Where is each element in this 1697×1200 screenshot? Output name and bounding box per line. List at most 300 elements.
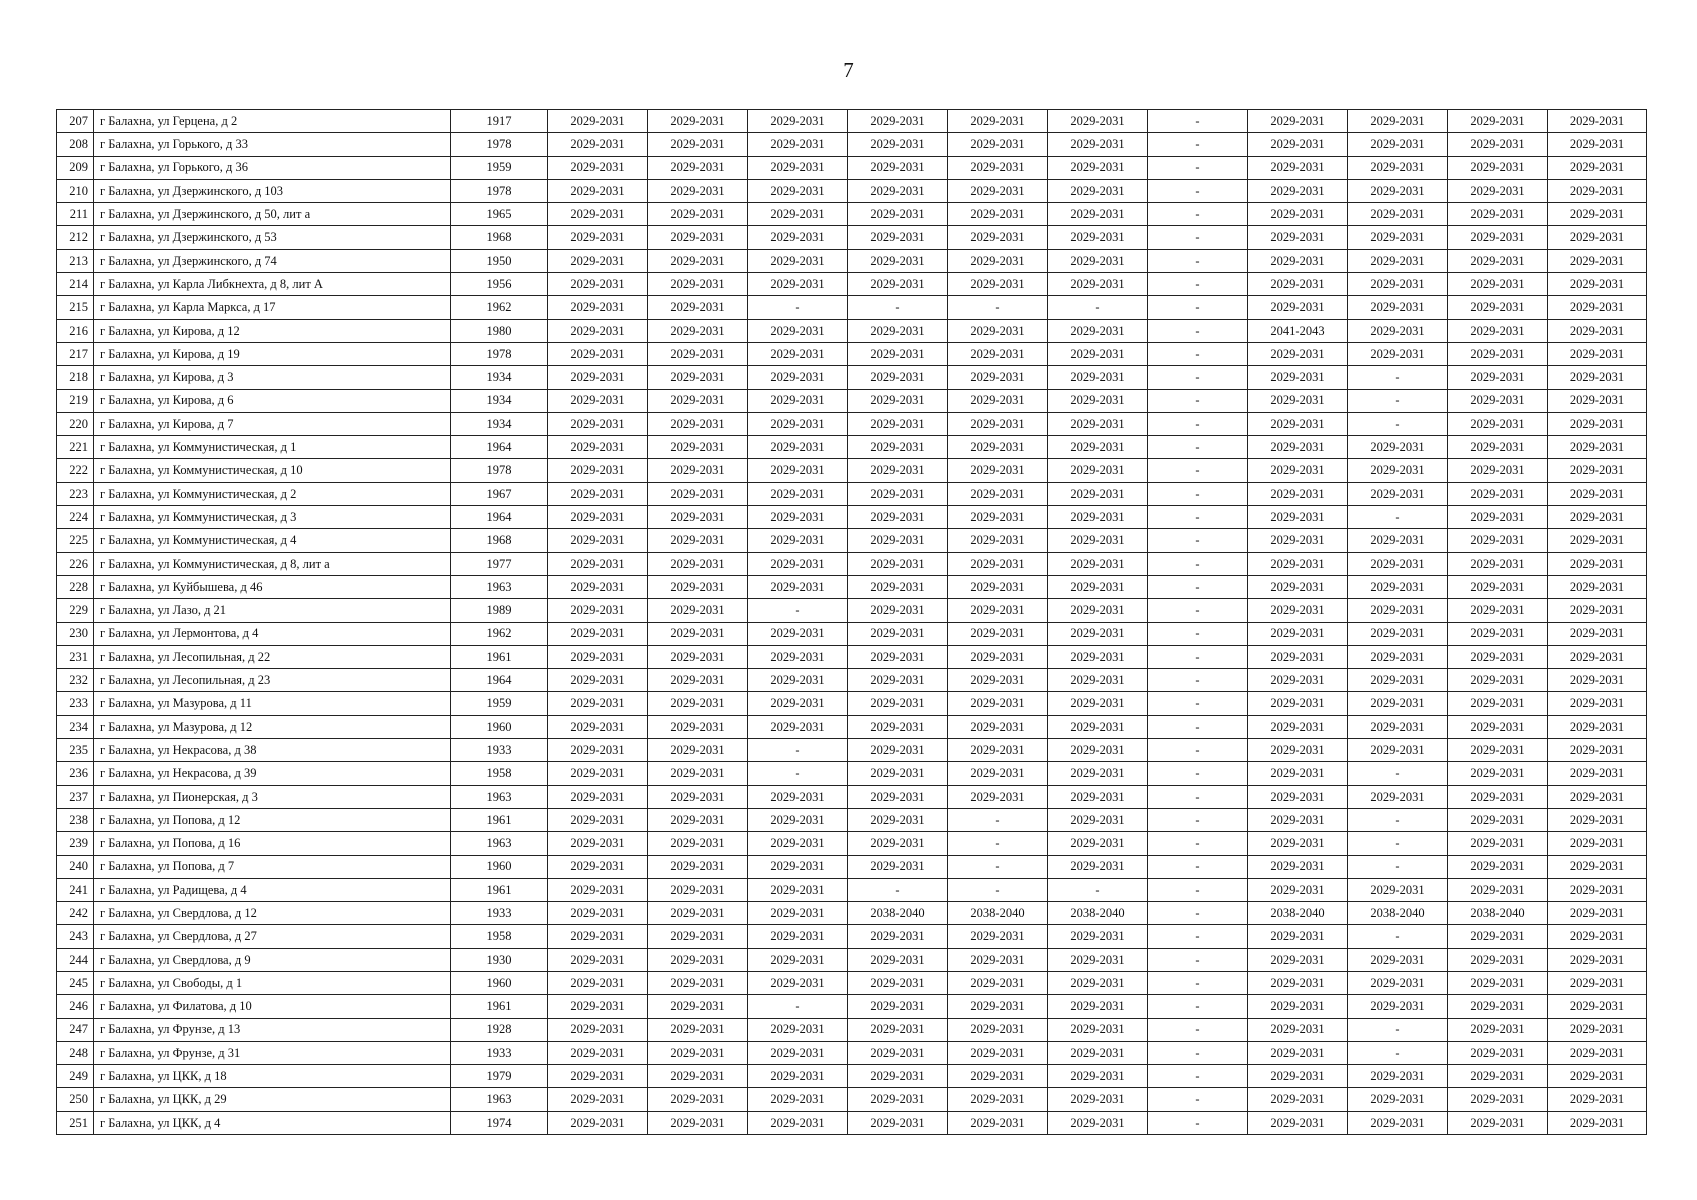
repair-period-cell: 2029-2031 <box>1248 1041 1348 1064</box>
repair-period-cell: 2029-2031 <box>948 436 1048 459</box>
repair-period-cell: 2029-2031 <box>1248 482 1348 505</box>
repair-period-cell: 2029-2031 <box>848 1111 948 1134</box>
repair-period-cell: - <box>1148 925 1248 948</box>
row-number-cell: 223 <box>57 482 94 505</box>
table-row <box>57 995 1647 1018</box>
repair-period-cell: 2029-2031 <box>948 156 1048 179</box>
repair-period-cell: 2029-2031 <box>748 1065 848 1088</box>
repair-period-cell: 2029-2031 <box>948 645 1048 668</box>
repair-period-cell: 2029-2031 <box>848 366 948 389</box>
repair-period-cell: 2029-2031 <box>1448 948 1548 971</box>
repair-period-cell: 2029-2031 <box>648 179 748 202</box>
repair-period-cell: - <box>848 878 948 901</box>
repair-period-cell: 2029-2031 <box>1348 110 1448 133</box>
year-built-cell: 1956 <box>451 273 548 296</box>
year-built-cell: 1959 <box>451 692 548 715</box>
address-cell: г Балахна, ул Коммунистическая, д 3 <box>94 506 451 529</box>
repair-period-cell: 2029-2031 <box>1248 948 1348 971</box>
address-cell: г Балахна, ул Фрунзе, д 13 <box>94 1018 451 1041</box>
repair-period-cell: 2041-2043 <box>1248 319 1348 342</box>
repair-period-cell: - <box>1348 832 1448 855</box>
row-number-cell: 221 <box>57 436 94 459</box>
repair-period-cell: 2029-2031 <box>1548 249 1647 272</box>
repair-period-cell: 2029-2031 <box>548 622 648 645</box>
repair-period-cell: 2029-2031 <box>1448 179 1548 202</box>
repair-period-cell: 2029-2031 <box>548 995 648 1018</box>
repair-period-cell: 2029-2031 <box>648 808 748 831</box>
repair-period-cell: 2029-2031 <box>548 156 648 179</box>
repair-period-cell: 2029-2031 <box>1248 599 1348 622</box>
address-cell: г Балахна, ул ЦКК, д 4 <box>94 1111 451 1134</box>
repair-period-cell: 2029-2031 <box>648 692 748 715</box>
repair-period-cell: 2029-2031 <box>1248 552 1348 575</box>
row-number-cell: 219 <box>57 389 94 412</box>
row-number-cell: 231 <box>57 645 94 668</box>
repair-period-cell: 2029-2031 <box>1448 995 1548 1018</box>
repair-period-cell: - <box>1148 1041 1248 1064</box>
repair-period-cell: 2038-2040 <box>1048 902 1148 925</box>
repair-period-cell: 2029-2031 <box>1448 249 1548 272</box>
repair-period-cell: 2029-2031 <box>1048 622 1148 645</box>
page-number: 7 <box>843 58 854 82</box>
repair-period-cell: 2029-2031 <box>548 599 648 622</box>
repair-period-cell: - <box>1348 925 1448 948</box>
address-cell: г Балахна, ул Мазурова, д 11 <box>94 692 451 715</box>
repair-period-cell: 2029-2031 <box>748 412 848 435</box>
row-number-cell: 226 <box>57 552 94 575</box>
repair-period-cell: 2029-2031 <box>1248 971 1348 994</box>
table-row <box>57 552 1647 575</box>
repair-period-cell: 2029-2031 <box>1448 273 1548 296</box>
repair-period-cell: 2029-2031 <box>1048 1041 1148 1064</box>
repair-period-cell: 2029-2031 <box>848 762 948 785</box>
address-cell: г Балахна, ул Филатова, д 10 <box>94 995 451 1018</box>
repair-period-cell: 2029-2031 <box>748 273 848 296</box>
row-number-cell: 213 <box>57 249 94 272</box>
repair-period-cell: 2029-2031 <box>948 948 1048 971</box>
repair-period-cell: - <box>948 878 1048 901</box>
repair-period-cell: 2029-2031 <box>948 529 1048 552</box>
repair-period-cell: 2029-2031 <box>648 273 748 296</box>
row-number-cell: 249 <box>57 1065 94 1088</box>
repair-period-cell: 2029-2031 <box>948 715 1048 738</box>
year-built-cell: 1964 <box>451 506 548 529</box>
table-row <box>57 1018 1647 1041</box>
repair-period-cell: 2038-2040 <box>948 902 1048 925</box>
repair-period-cell: 2029-2031 <box>1248 389 1348 412</box>
repair-period-cell: 2029-2031 <box>1048 203 1148 226</box>
repair-period-cell: 2029-2031 <box>748 692 848 715</box>
repair-period-cell: 2029-2031 <box>848 599 948 622</box>
repair-period-cell: 2029-2031 <box>848 855 948 878</box>
repair-period-cell: 2029-2031 <box>848 529 948 552</box>
repair-period-cell: - <box>1148 599 1248 622</box>
repair-period-cell: 2029-2031 <box>1548 971 1647 994</box>
repair-period-cell: 2029-2031 <box>1048 948 1148 971</box>
repair-period-cell: 2029-2031 <box>948 622 1048 645</box>
repair-period-cell: 2029-2031 <box>1448 133 1548 156</box>
row-number-cell: 242 <box>57 902 94 925</box>
repair-period-cell: 2029-2031 <box>548 902 648 925</box>
repair-period-cell: 2029-2031 <box>1048 925 1148 948</box>
repair-period-cell: 2029-2031 <box>548 692 648 715</box>
repair-period-cell: 2029-2031 <box>1248 459 1348 482</box>
address-cell: г Балахна, ул Попова, д 16 <box>94 832 451 855</box>
repair-period-cell: - <box>1148 506 1248 529</box>
repair-period-cell: - <box>1048 296 1148 319</box>
address-cell: г Балахна, ул Коммунистическая, д 4 <box>94 529 451 552</box>
repair-period-cell: 2029-2031 <box>1048 995 1148 1018</box>
repair-period-cell: - <box>1148 1111 1248 1134</box>
repair-period-cell: 2029-2031 <box>1348 156 1448 179</box>
repair-period-cell: 2029-2031 <box>748 1018 848 1041</box>
repair-period-cell: - <box>1148 133 1248 156</box>
repair-period-cell: 2029-2031 <box>748 645 848 668</box>
repair-period-cell: 2029-2031 <box>1048 249 1148 272</box>
repair-period-cell: 2029-2031 <box>1548 995 1647 1018</box>
repair-period-cell: 2029-2031 <box>1548 669 1647 692</box>
repair-period-cell: 2029-2031 <box>1248 1018 1348 1041</box>
repair-period-cell: 2029-2031 <box>948 459 1048 482</box>
table-row <box>57 692 1647 715</box>
repair-period-cell: 2029-2031 <box>648 412 748 435</box>
repair-period-cell: 2029-2031 <box>648 552 748 575</box>
table-row <box>57 296 1647 319</box>
repair-period-cell: 2029-2031 <box>1348 622 1448 645</box>
repair-period-cell: 2029-2031 <box>1248 622 1348 645</box>
repair-period-cell: 2029-2031 <box>548 575 648 598</box>
repair-period-cell: 2029-2031 <box>948 249 1048 272</box>
year-built-cell: 1933 <box>451 902 548 925</box>
repair-period-cell: 2029-2031 <box>648 599 748 622</box>
repair-period-cell: 2029-2031 <box>948 669 1048 692</box>
repair-period-cell: 2029-2031 <box>1548 389 1647 412</box>
table-row <box>57 971 1647 994</box>
table-row <box>57 319 1647 342</box>
repair-period-cell: 2029-2031 <box>1048 669 1148 692</box>
repair-period-cell: 2029-2031 <box>648 622 748 645</box>
year-built-cell: 1980 <box>451 319 548 342</box>
repair-period-cell: 2029-2031 <box>1048 552 1148 575</box>
repair-period-cell: 2029-2031 <box>1448 506 1548 529</box>
repair-period-cell: 2029-2031 <box>1248 925 1348 948</box>
repair-period-cell: 2029-2031 <box>848 692 948 715</box>
repair-period-cell: 2029-2031 <box>948 692 1048 715</box>
address-cell: г Балахна, ул Карла Маркса, д 17 <box>94 296 451 319</box>
repair-period-cell: - <box>1148 342 1248 365</box>
repair-period-cell: 2029-2031 <box>748 459 848 482</box>
year-built-cell: 1960 <box>451 971 548 994</box>
repair-period-cell: 2029-2031 <box>848 948 948 971</box>
table-row <box>57 925 1647 948</box>
year-built-cell: 1928 <box>451 1018 548 1041</box>
repair-period-cell: 2029-2031 <box>1548 529 1647 552</box>
repair-period-cell: 2029-2031 <box>548 412 648 435</box>
row-number-cell: 230 <box>57 622 94 645</box>
repair-period-cell: 2029-2031 <box>748 133 848 156</box>
repair-period-cell: 2029-2031 <box>1248 226 1348 249</box>
repair-period-cell: - <box>948 832 1048 855</box>
housing-repair-schedule-table <box>56 109 1647 1135</box>
repair-period-cell: 2029-2031 <box>1048 575 1148 598</box>
repair-period-cell: 2029-2031 <box>1348 785 1448 808</box>
repair-period-cell: - <box>1348 506 1448 529</box>
year-built-cell: 1960 <box>451 715 548 738</box>
repair-period-cell: 2029-2031 <box>1248 1111 1348 1134</box>
repair-period-cell: 2029-2031 <box>1248 273 1348 296</box>
year-built-cell: 1933 <box>451 739 548 762</box>
repair-period-cell: 2029-2031 <box>548 832 648 855</box>
repair-period-cell: 2029-2031 <box>848 482 948 505</box>
year-built-cell: 1961 <box>451 995 548 1018</box>
repair-period-cell: 2029-2031 <box>648 669 748 692</box>
repair-period-cell: 2029-2031 <box>1248 669 1348 692</box>
repair-period-cell: - <box>1148 296 1248 319</box>
repair-period-cell: 2029-2031 <box>1548 366 1647 389</box>
repair-period-cell: 2029-2031 <box>1348 669 1448 692</box>
repair-period-cell: 2029-2031 <box>648 319 748 342</box>
repair-period-cell: 2029-2031 <box>1248 412 1348 435</box>
repair-period-cell: 2029-2031 <box>1048 342 1148 365</box>
address-cell: г Балахна, ул Дзержинского, д 53 <box>94 226 451 249</box>
repair-period-cell: 2029-2031 <box>1048 226 1148 249</box>
address-cell: г Балахна, ул Фрунзе, д 31 <box>94 1041 451 1064</box>
table-row <box>57 599 1647 622</box>
address-cell: г Балахна, ул Кирова, д 3 <box>94 366 451 389</box>
repair-period-cell: 2029-2031 <box>948 575 1048 598</box>
address-cell: г Балахна, ул Горького, д 36 <box>94 156 451 179</box>
repair-period-cell: 2029-2031 <box>748 529 848 552</box>
repair-period-cell: - <box>1348 808 1448 831</box>
address-cell: г Балахна, ул Горького, д 33 <box>94 133 451 156</box>
repair-period-cell: 2029-2031 <box>1348 575 1448 598</box>
repair-period-cell: - <box>1348 1041 1448 1064</box>
repair-period-cell: - <box>1148 249 1248 272</box>
repair-period-cell: 2029-2031 <box>648 832 748 855</box>
repair-period-cell: 2029-2031 <box>748 226 848 249</box>
repair-period-cell: 2029-2031 <box>1248 342 1348 365</box>
repair-period-cell: 2029-2031 <box>548 971 648 994</box>
repair-period-cell: 2029-2031 <box>748 506 848 529</box>
row-number-cell: 214 <box>57 273 94 296</box>
repair-period-cell: - <box>1148 808 1248 831</box>
row-number-cell: 239 <box>57 832 94 855</box>
repair-period-cell: 2029-2031 <box>1248 808 1348 831</box>
repair-period-cell: 2029-2031 <box>648 995 748 1018</box>
repair-period-cell: 2029-2031 <box>1348 203 1448 226</box>
row-number-cell: 233 <box>57 692 94 715</box>
repair-period-cell: 2029-2031 <box>848 622 948 645</box>
repair-period-cell: 2029-2031 <box>848 995 948 1018</box>
table-row <box>57 808 1647 831</box>
repair-period-cell: 2029-2031 <box>948 1018 1048 1041</box>
repair-period-cell: - <box>748 739 848 762</box>
repair-period-cell: 2029-2031 <box>1548 179 1647 202</box>
repair-period-cell: 2029-2031 <box>648 296 748 319</box>
repair-period-cell: 2029-2031 <box>648 855 748 878</box>
year-built-cell: 1958 <box>451 925 548 948</box>
year-built-cell: 1989 <box>451 599 548 622</box>
table-row <box>57 203 1647 226</box>
row-number-cell: 222 <box>57 459 94 482</box>
repair-period-cell: 2029-2031 <box>1448 808 1548 831</box>
repair-period-cell: 2029-2031 <box>948 1065 1048 1088</box>
repair-period-cell: 2029-2031 <box>1448 1018 1548 1041</box>
row-number-cell: 209 <box>57 156 94 179</box>
repair-period-cell: 2029-2031 <box>848 319 948 342</box>
repair-period-cell: 2029-2031 <box>848 552 948 575</box>
table-row <box>57 179 1647 202</box>
repair-period-cell: 2029-2031 <box>1448 1065 1548 1088</box>
repair-period-cell: 2029-2031 <box>748 902 848 925</box>
repair-period-cell: - <box>1148 1088 1248 1111</box>
repair-period-cell: 2029-2031 <box>648 1041 748 1064</box>
repair-period-cell: 2029-2031 <box>1248 832 1348 855</box>
repair-period-cell: 2029-2031 <box>948 762 1048 785</box>
repair-period-cell: 2029-2031 <box>1348 739 1448 762</box>
repair-period-cell: 2029-2031 <box>1248 739 1348 762</box>
repair-period-cell: 2029-2031 <box>548 808 648 831</box>
repair-period-cell: 2029-2031 <box>748 878 848 901</box>
row-number-cell: 217 <box>57 342 94 365</box>
year-built-cell: 1978 <box>451 133 548 156</box>
year-built-cell: 1962 <box>451 296 548 319</box>
repair-period-cell: 2029-2031 <box>1248 575 1348 598</box>
table-row <box>57 832 1647 855</box>
repair-period-cell: 2029-2031 <box>548 249 648 272</box>
repair-period-cell: 2029-2031 <box>1448 669 1548 692</box>
repair-period-cell: - <box>1148 1018 1248 1041</box>
repair-period-cell: 2029-2031 <box>548 948 648 971</box>
repair-period-cell: 2029-2031 <box>1548 832 1647 855</box>
repair-period-cell: 2029-2031 <box>1548 855 1647 878</box>
row-number-cell: 244 <box>57 948 94 971</box>
repair-period-cell: 2029-2031 <box>948 1111 1048 1134</box>
row-number-cell: 238 <box>57 808 94 831</box>
repair-period-cell: 2029-2031 <box>1548 342 1647 365</box>
repair-period-cell: 2029-2031 <box>948 273 1048 296</box>
repair-period-cell: 2029-2031 <box>1448 739 1548 762</box>
repair-period-cell: 2029-2031 <box>648 739 748 762</box>
repair-period-cell: 2029-2031 <box>1448 925 1548 948</box>
repair-period-cell: - <box>1148 785 1248 808</box>
repair-period-cell: 2029-2031 <box>548 342 648 365</box>
repair-period-cell: 2029-2031 <box>1248 203 1348 226</box>
table-body <box>57 110 1647 1135</box>
year-built-cell: 1978 <box>451 179 548 202</box>
repair-period-cell: - <box>1348 366 1448 389</box>
repair-period-cell: 2029-2031 <box>748 366 848 389</box>
repair-period-cell: 2029-2031 <box>948 739 1048 762</box>
address-cell: г Балахна, ул ЦКК, д 29 <box>94 1088 451 1111</box>
repair-period-cell: 2029-2031 <box>1548 156 1647 179</box>
repair-period-cell: - <box>1148 226 1248 249</box>
year-built-cell: 1964 <box>451 669 548 692</box>
repair-period-cell: - <box>948 296 1048 319</box>
year-built-cell: 1964 <box>451 436 548 459</box>
repair-period-cell: 2029-2031 <box>1448 319 1548 342</box>
repair-period-cell: 2029-2031 <box>1048 832 1148 855</box>
table-row <box>57 226 1647 249</box>
address-cell: г Балахна, ул Коммунистическая, д 2 <box>94 482 451 505</box>
repair-period-cell: - <box>1148 319 1248 342</box>
repair-period-cell: - <box>1148 203 1248 226</box>
row-number-cell: 243 <box>57 925 94 948</box>
row-number-cell: 215 <box>57 296 94 319</box>
repair-period-cell: 2029-2031 <box>1548 552 1647 575</box>
repair-period-cell: - <box>1148 855 1248 878</box>
repair-period-cell: - <box>1148 459 1248 482</box>
repair-period-cell: 2029-2031 <box>1448 785 1548 808</box>
repair-period-cell: 2029-2031 <box>848 785 948 808</box>
row-number-cell: 241 <box>57 878 94 901</box>
repair-period-cell: 2029-2031 <box>1048 855 1148 878</box>
repair-period-cell: 2029-2031 <box>948 110 1048 133</box>
year-built-cell: 1959 <box>451 156 548 179</box>
repair-period-cell: 2029-2031 <box>848 273 948 296</box>
repair-period-cell: 2038-2040 <box>1448 902 1548 925</box>
table-row <box>57 669 1647 692</box>
repair-period-cell: 2029-2031 <box>748 552 848 575</box>
address-cell: г Балахна, ул Коммунистическая, д 10 <box>94 459 451 482</box>
repair-period-cell: 2029-2031 <box>1548 599 1647 622</box>
repair-period-cell: - <box>1148 412 1248 435</box>
repair-period-cell: 2029-2031 <box>1448 412 1548 435</box>
repair-period-cell: 2029-2031 <box>1448 296 1548 319</box>
table-row <box>57 389 1647 412</box>
address-cell: г Балахна, ул Радищева, д 4 <box>94 878 451 901</box>
repair-period-cell: 2029-2031 <box>748 948 848 971</box>
repair-period-cell: 2029-2031 <box>1248 366 1348 389</box>
table-row <box>57 133 1647 156</box>
repair-period-cell: 2029-2031 <box>1248 645 1348 668</box>
repair-period-cell: 2029-2031 <box>548 1111 648 1134</box>
repair-period-cell: 2029-2031 <box>1048 412 1148 435</box>
repair-period-cell: 2029-2031 <box>1348 995 1448 1018</box>
repair-period-cell: 2029-2031 <box>1248 995 1348 1018</box>
repair-period-cell: 2029-2031 <box>1248 249 1348 272</box>
repair-period-cell: 2029-2031 <box>1348 878 1448 901</box>
row-number-cell: 232 <box>57 669 94 692</box>
repair-period-cell: 2029-2031 <box>748 389 848 412</box>
repair-period-cell: - <box>1148 110 1248 133</box>
repair-period-cell: - <box>1148 436 1248 459</box>
repair-period-cell: 2029-2031 <box>1248 692 1348 715</box>
row-number-cell: 208 <box>57 133 94 156</box>
repair-period-cell: - <box>748 995 848 1018</box>
repair-period-cell: 2029-2031 <box>1448 156 1548 179</box>
repair-period-cell: - <box>1148 669 1248 692</box>
repair-period-cell: 2029-2031 <box>848 179 948 202</box>
repair-period-cell: 2029-2031 <box>1548 1018 1647 1041</box>
repair-period-cell: 2029-2031 <box>1048 971 1148 994</box>
repair-period-cell: 2029-2031 <box>1348 715 1448 738</box>
row-number-cell: 218 <box>57 366 94 389</box>
repair-period-cell: 2029-2031 <box>1548 1111 1647 1134</box>
repair-period-cell: 2029-2031 <box>748 436 848 459</box>
repair-period-cell: 2029-2031 <box>1548 133 1647 156</box>
repair-period-cell: 2029-2031 <box>648 645 748 668</box>
repair-period-cell: 2029-2031 <box>1048 739 1148 762</box>
repair-period-cell: 2029-2031 <box>1348 692 1448 715</box>
repair-period-cell: 2029-2031 <box>648 1088 748 1111</box>
repair-period-cell: - <box>1348 412 1448 435</box>
repair-period-cell: 2029-2031 <box>1548 412 1647 435</box>
repair-period-cell: 2029-2031 <box>548 319 648 342</box>
repair-period-cell: 2029-2031 <box>648 389 748 412</box>
repair-period-cell: 2029-2031 <box>1248 506 1348 529</box>
repair-period-cell: 2029-2031 <box>648 506 748 529</box>
